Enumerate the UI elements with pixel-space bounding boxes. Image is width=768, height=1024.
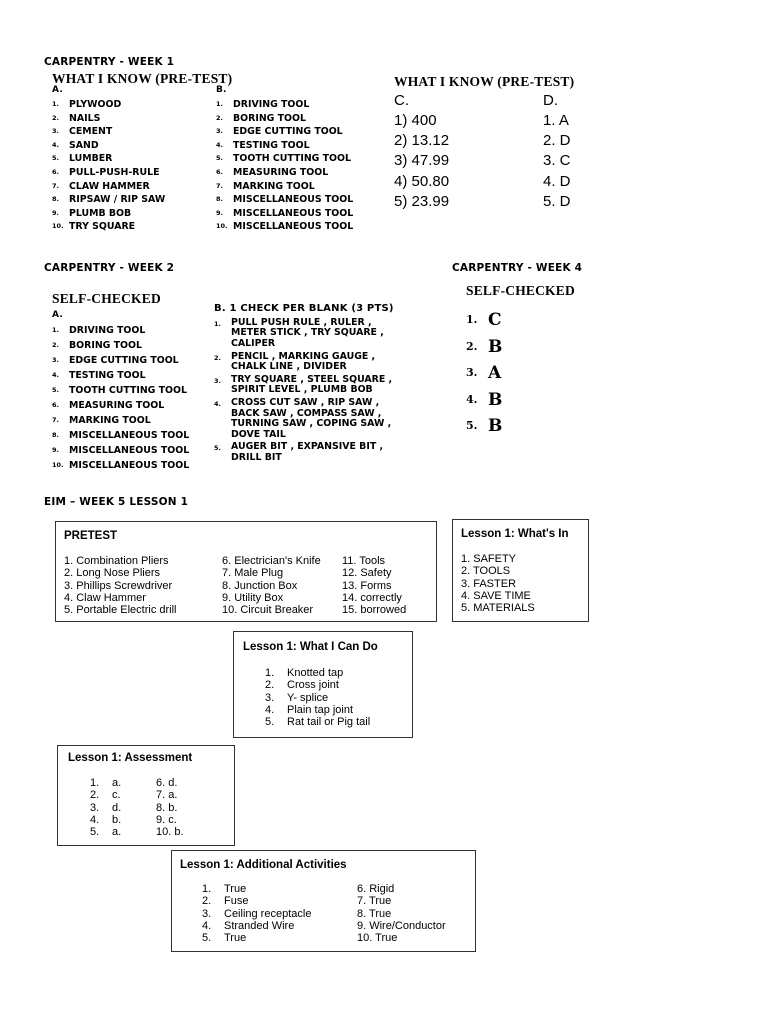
list-item: 10. b. bbox=[156, 826, 184, 839]
list-item bbox=[52, 207, 165, 221]
list-item bbox=[52, 368, 189, 383]
week1-col-d-label: D. bbox=[543, 92, 558, 109]
item-number: 4. bbox=[202, 919, 212, 932]
list-item bbox=[216, 98, 353, 112]
list-item: 4. SAVE TIME bbox=[461, 589, 531, 602]
item-text: DRIVING TOOL bbox=[233, 99, 310, 110]
list-item: 8. True bbox=[357, 907, 392, 920]
item-number: 5. bbox=[52, 386, 59, 394]
week4-heading: CARPENTRY - WEEK 4 bbox=[452, 262, 583, 274]
item-number: 2. bbox=[90, 789, 100, 802]
can-do-title: Lesson 1: What I Can Do bbox=[243, 641, 378, 653]
item-text: a. bbox=[112, 826, 122, 839]
item-number: 6. bbox=[216, 167, 223, 176]
item-text: AUGER BIT , EXPANSIVE BIT , DRILL BIT bbox=[231, 441, 384, 463]
list-item bbox=[52, 398, 189, 413]
item-text: BORING TOOL bbox=[69, 340, 142, 351]
week1-col-c-label: C. bbox=[394, 92, 409, 109]
item-text: SAND bbox=[69, 139, 99, 151]
pretest-col3 bbox=[342, 555, 406, 616]
item-number: 4. bbox=[52, 140, 59, 149]
item-text: MISCELLANEOUS TOOL bbox=[69, 430, 190, 441]
list-item bbox=[214, 375, 406, 396]
list-item: 1. A bbox=[543, 112, 569, 129]
week4-answers bbox=[466, 307, 502, 440]
list-item: 4. Claw Hammer bbox=[64, 591, 146, 604]
item-text: CEMENT bbox=[69, 126, 113, 138]
list-item: 5. D bbox=[543, 192, 571, 210]
item-text: TESTING TOOL bbox=[69, 370, 146, 381]
item-number: 1. bbox=[52, 326, 59, 334]
item-text: NAILS bbox=[69, 112, 101, 124]
item-text: TESTING TOOL bbox=[233, 139, 310, 151]
answer-item bbox=[466, 307, 502, 334]
week2-title: SELF-CHECKED bbox=[52, 291, 161, 306]
list-item bbox=[52, 180, 165, 194]
assessment-col2 bbox=[156, 777, 184, 838]
item-text: PULL PUSH RULE , RULER , METER STICK , TRY SQUARE , CALIPER bbox=[231, 317, 384, 349]
answer-item bbox=[466, 387, 502, 414]
item-number: 4. bbox=[52, 371, 59, 379]
list-item bbox=[52, 428, 189, 443]
week2-col-b-list bbox=[214, 318, 406, 466]
item-text: MISCELLANEOUS TOOL bbox=[233, 221, 354, 233]
week1-col-c-list bbox=[394, 111, 449, 212]
pretest-col1 bbox=[64, 555, 177, 616]
list-item bbox=[214, 398, 406, 440]
list-item: 9. Utility Box bbox=[222, 591, 284, 604]
item-number: 2. bbox=[216, 113, 223, 122]
answer-item bbox=[466, 360, 502, 387]
item-number: 1. bbox=[214, 320, 221, 328]
item-number: 8. bbox=[216, 195, 223, 204]
list-item bbox=[52, 443, 189, 458]
list-item: 12. Safety bbox=[342, 567, 392, 580]
item-text: Plain tap joint bbox=[287, 703, 354, 716]
week2-col-a-list bbox=[52, 323, 189, 473]
item-number: 3. bbox=[52, 356, 59, 364]
list-item: 7. Male Plug bbox=[222, 567, 284, 580]
list-item: 4. D bbox=[543, 172, 571, 190]
item-text: Stranded Wire bbox=[224, 919, 295, 932]
list-item bbox=[90, 802, 121, 814]
pretest-box bbox=[55, 521, 437, 622]
list-item bbox=[52, 112, 165, 126]
list-item bbox=[216, 125, 353, 139]
item-number: 10. bbox=[216, 222, 228, 231]
list-item: 2) 13.12 bbox=[394, 132, 450, 150]
item-text: EDGE CUTTING TOOL bbox=[233, 126, 343, 138]
week1-col-a-label: A. bbox=[52, 85, 63, 95]
list-item: 6. Rigid bbox=[357, 883, 395, 895]
item-number: 3. bbox=[90, 801, 100, 814]
item-number: 3. bbox=[202, 907, 212, 920]
item-number: 3. bbox=[52, 127, 59, 136]
list-item bbox=[52, 220, 165, 234]
list-item bbox=[216, 139, 353, 153]
item-number: 6. bbox=[52, 401, 59, 409]
item-text: CROSS CUT SAW , RIP SAW , BACK SAW , COMPASS SAW , TURNING SAW , COPING SAW , DOVE TAIL bbox=[231, 397, 392, 440]
list-item: 10. Circuit Breaker bbox=[222, 604, 314, 617]
list-item bbox=[265, 704, 370, 716]
item-text: c. bbox=[112, 789, 121, 802]
week2-col-b-label: B. 1 CHECK PER BLANK (3 PTS) bbox=[214, 303, 394, 314]
item-number: 1. bbox=[52, 100, 59, 108]
can-do-list bbox=[265, 667, 370, 728]
item-text: PENCIL , MARKING GAUGE , CHALK LINE , DIVIDER bbox=[231, 350, 376, 373]
item-text: A bbox=[488, 363, 502, 383]
week4-title: SELF-CHECKED bbox=[466, 283, 575, 298]
list-item: 3) 47.99 bbox=[394, 152, 450, 170]
list-item bbox=[216, 193, 353, 207]
item-number: 3. bbox=[466, 366, 478, 379]
list-item: 8. b. bbox=[156, 801, 178, 814]
item-text: Y- splice bbox=[287, 691, 329, 704]
item-number: 5. bbox=[214, 444, 221, 453]
list-item: 7. True bbox=[357, 895, 392, 908]
list-item: 7. a. bbox=[156, 789, 178, 802]
list-item: 4) 50.80 bbox=[394, 172, 450, 190]
item-number: 2. bbox=[466, 339, 478, 353]
week1-col-a-list bbox=[52, 98, 165, 234]
list-item bbox=[52, 323, 189, 338]
item-text: PLYWOOD bbox=[69, 99, 122, 110]
item-text: B bbox=[488, 389, 503, 410]
item-number: 1. bbox=[265, 667, 275, 679]
week1-heading: CARPENTRY - WEEK 1 bbox=[44, 56, 175, 68]
item-number: 7. bbox=[52, 181, 59, 190]
item-number: 2. bbox=[52, 113, 59, 122]
item-text: MISCELLANEOUS TOOL bbox=[69, 445, 190, 456]
item-text: Knotted tap bbox=[287, 667, 344, 679]
item-text: d. bbox=[112, 801, 122, 814]
list-item: 2. Long Nose Pliers bbox=[64, 567, 160, 580]
item-number: 1. bbox=[466, 313, 478, 326]
list-item: 15. borrowed bbox=[342, 604, 407, 617]
list-item bbox=[52, 413, 189, 428]
item-text: LUMBER bbox=[69, 153, 113, 165]
whats-in-title: Lesson 1: What's In bbox=[461, 528, 569, 540]
list-item bbox=[216, 166, 353, 180]
item-text: Ceiling receptacle bbox=[224, 907, 312, 920]
whats-in-list bbox=[461, 553, 535, 614]
item-number: 2. bbox=[202, 895, 212, 908]
item-text: MISCELLANEOUS TOOL bbox=[233, 207, 354, 219]
list-item bbox=[202, 932, 311, 944]
list-item: 6. d. bbox=[156, 777, 178, 789]
list-item bbox=[202, 883, 311, 895]
pretest-col2 bbox=[222, 555, 321, 616]
item-text: MEASURING TOOL bbox=[233, 166, 329, 178]
list-item: 1) 400 bbox=[394, 112, 437, 129]
list-item: 1. Combination Pliers bbox=[64, 555, 169, 567]
additional-col2 bbox=[357, 883, 446, 944]
item-number: 5. bbox=[52, 154, 59, 163]
list-item: 1. SAFETY bbox=[461, 553, 517, 565]
item-number: 5. bbox=[90, 826, 100, 839]
item-number: 8. bbox=[52, 431, 59, 439]
item-number: 3. bbox=[265, 691, 275, 704]
week1-col-d-list bbox=[543, 111, 571, 212]
item-number: 2. bbox=[52, 341, 59, 349]
item-text: MARKING TOOL bbox=[69, 415, 151, 426]
additional-title: Lesson 1: Additional Activities bbox=[180, 859, 347, 871]
list-item bbox=[216, 112, 353, 126]
week1-right-title: WHAT I KNOW (PRE-TEST) bbox=[394, 74, 575, 89]
item-number: 5. bbox=[265, 716, 275, 729]
list-item bbox=[202, 920, 311, 932]
assessment-col1 bbox=[90, 777, 121, 838]
item-number: 10. bbox=[52, 222, 64, 231]
list-item bbox=[265, 716, 370, 728]
list-item: 10. True bbox=[357, 932, 398, 945]
list-item bbox=[52, 353, 189, 368]
list-item: 3. FASTER bbox=[461, 577, 517, 590]
list-item: 5. MATERIALS bbox=[461, 602, 535, 615]
list-item bbox=[52, 193, 165, 207]
pretest-title: PRETEST bbox=[64, 530, 118, 542]
whats-in-box bbox=[452, 519, 589, 622]
list-item: 14. correctly bbox=[342, 591, 402, 604]
item-text: True bbox=[224, 883, 247, 895]
list-item: 2. TOOLS bbox=[461, 565, 511, 578]
item-text: MISCELLANEOUS TOOL bbox=[69, 460, 190, 471]
week1-col-b-list bbox=[216, 98, 353, 234]
week1-pretest-title: WHAT I KNOW (PRE-TEST) bbox=[52, 71, 233, 86]
item-text: BORING TOOL bbox=[233, 112, 306, 124]
week1-col-b-label: B. bbox=[216, 85, 227, 95]
week2-col-a-label: A. bbox=[52, 310, 63, 320]
item-text: TRY SQUARE bbox=[69, 221, 136, 233]
item-number: 4. bbox=[214, 400, 221, 409]
list-item: 9. c. bbox=[156, 813, 177, 826]
item-text: MARKING TOOL bbox=[233, 180, 315, 192]
list-item bbox=[90, 789, 121, 801]
list-item bbox=[216, 180, 353, 194]
item-number: 9. bbox=[52, 446, 59, 454]
item-number: 1. bbox=[90, 777, 100, 789]
item-number: 5. bbox=[216, 154, 223, 163]
list-item: 5) 23.99 bbox=[394, 192, 450, 210]
answer-item bbox=[466, 413, 502, 440]
item-text: True bbox=[224, 932, 247, 945]
assessment-title: Lesson 1: Assessment bbox=[68, 752, 193, 764]
list-item bbox=[52, 166, 165, 180]
item-number: 2. bbox=[214, 353, 221, 362]
can-do-box bbox=[233, 631, 413, 738]
additional-box bbox=[171, 850, 476, 952]
list-item bbox=[52, 125, 165, 139]
item-number: 4. bbox=[466, 392, 478, 406]
answer-item bbox=[466, 334, 502, 361]
item-number: 9. bbox=[52, 208, 59, 217]
list-item: 13. Forms bbox=[342, 579, 392, 592]
item-number: 7. bbox=[216, 181, 223, 190]
list-item bbox=[216, 207, 353, 221]
item-number: 1. bbox=[216, 100, 223, 108]
item-text: TRY SQUARE , STEEL SQUARE , SPIRIT LEVEL , PLUMB BOB bbox=[231, 374, 393, 396]
list-item bbox=[202, 895, 311, 907]
list-item bbox=[90, 826, 121, 838]
item-text: MISCELLANEOUS TOOL bbox=[233, 194, 354, 206]
list-item: 3. Phillips Screwdriver bbox=[64, 579, 173, 592]
item-number: 1. bbox=[202, 883, 212, 895]
list-item: 2. D bbox=[543, 132, 571, 150]
list-item bbox=[216, 220, 353, 234]
list-item bbox=[52, 98, 165, 112]
list-item bbox=[265, 667, 370, 679]
item-text: PULL-PUSH-RULE bbox=[69, 166, 160, 178]
list-item bbox=[265, 679, 370, 691]
additional-col1 bbox=[202, 883, 311, 944]
list-item: 6. Electrician's Knife bbox=[222, 555, 321, 567]
list-item: 8. Junction Box bbox=[222, 579, 298, 592]
item-text: PLUMB BOB bbox=[69, 207, 132, 219]
item-number: 3. bbox=[214, 377, 221, 386]
list-item: 9. Wire/Conductor bbox=[357, 919, 446, 932]
item-number: 3. bbox=[216, 127, 223, 136]
list-item bbox=[214, 318, 406, 349]
list-item bbox=[214, 442, 406, 463]
item-text: RIPSAW / RIP SAW bbox=[69, 194, 166, 206]
item-text: DRIVING TOOL bbox=[69, 325, 146, 336]
item-number: 4. bbox=[265, 703, 275, 716]
list-item: 5. Portable Electric drill bbox=[64, 604, 177, 617]
item-text: Fuse bbox=[224, 895, 249, 908]
list-item bbox=[52, 139, 165, 153]
eim-heading: EIM – WEEK 5 LESSON 1 bbox=[44, 496, 189, 508]
list-item bbox=[265, 692, 370, 704]
item-number: 10. bbox=[52, 461, 64, 469]
item-number: 5. bbox=[466, 419, 478, 432]
assessment-box bbox=[57, 745, 235, 846]
item-number: 6. bbox=[52, 167, 59, 176]
item-text: Rat tail or Pig tail bbox=[287, 716, 371, 729]
week2-heading: CARPENTRY - WEEK 2 bbox=[44, 262, 175, 274]
item-number: 2. bbox=[265, 679, 275, 692]
item-number: 9. bbox=[216, 208, 223, 217]
item-number: 7. bbox=[52, 416, 59, 424]
list-item bbox=[52, 458, 189, 473]
list-item bbox=[90, 777, 121, 789]
item-text: CLAW HAMMER bbox=[69, 180, 150, 192]
item-number: 8. bbox=[52, 195, 59, 204]
item-number: 4. bbox=[90, 813, 100, 826]
list-item bbox=[202, 908, 311, 920]
list-item bbox=[216, 152, 353, 166]
item-number: 5. bbox=[202, 932, 212, 945]
item-text: B bbox=[488, 336, 503, 357]
list-item bbox=[214, 352, 406, 373]
list-item bbox=[90, 814, 121, 826]
list-item: 3. C bbox=[543, 152, 571, 170]
item-text: B bbox=[488, 416, 503, 436]
item-number: 4. bbox=[216, 140, 223, 149]
item-text: EDGE CUTTING TOOL bbox=[69, 355, 179, 366]
list-item: 11. Tools bbox=[342, 555, 386, 567]
item-text: TOOTH CUTTING TOOL bbox=[69, 385, 187, 396]
item-text: C bbox=[488, 310, 502, 330]
item-text: Cross joint bbox=[287, 679, 339, 692]
item-text: a. bbox=[112, 777, 122, 789]
item-text: MEASURING TOOL bbox=[69, 400, 165, 411]
list-item bbox=[52, 152, 165, 166]
list-item bbox=[52, 383, 189, 398]
item-text: b. bbox=[112, 813, 122, 826]
list-item bbox=[52, 338, 189, 353]
item-text: TOOTH CUTTING TOOL bbox=[233, 153, 351, 165]
